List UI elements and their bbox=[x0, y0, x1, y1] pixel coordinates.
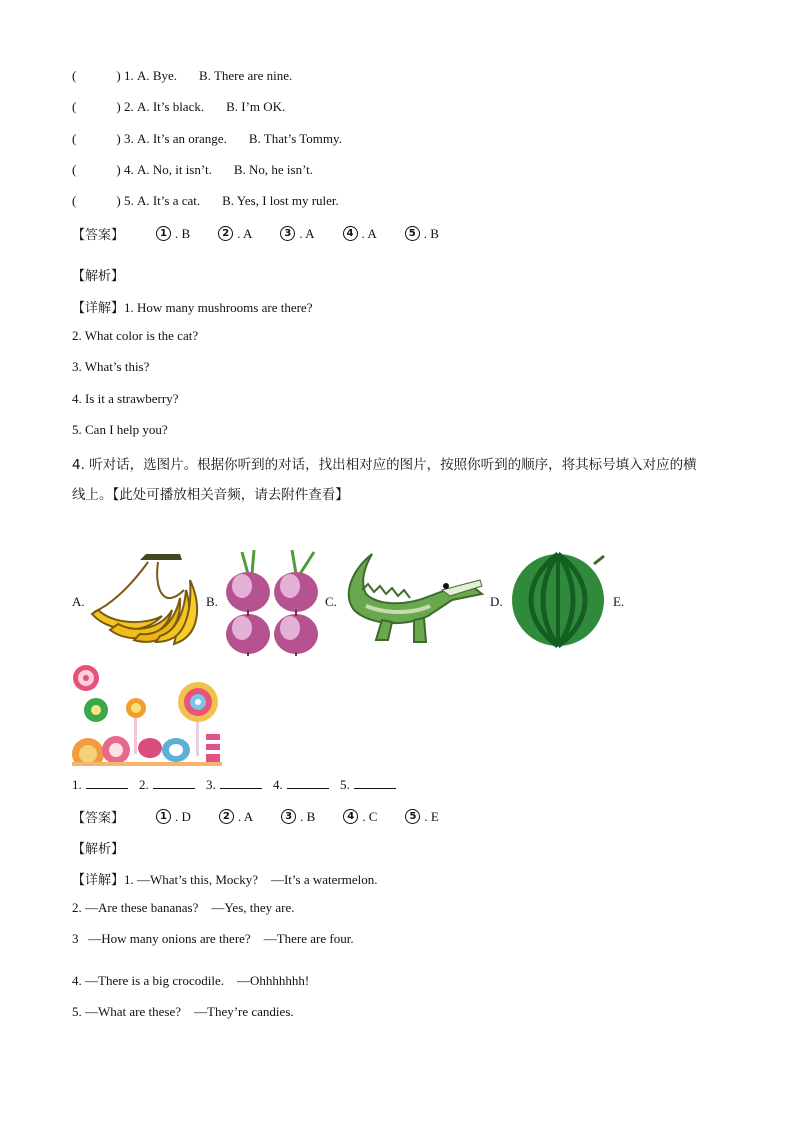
answer-blank[interactable] bbox=[220, 776, 262, 789]
question-number: 4. bbox=[123, 162, 134, 177]
detail-line: 4. —There is a big crocodile. —Ohhhhhhh! bbox=[72, 973, 310, 988]
answer-item: 3 . B bbox=[281, 809, 315, 825]
option-a: A. It’s black. bbox=[136, 99, 205, 114]
answer-tag: 【答案】 bbox=[72, 811, 125, 826]
detail-line: 3. What’s this? bbox=[72, 359, 150, 374]
picture-label-a: A. bbox=[72, 594, 85, 609]
detail-line: 2. What color is the cat? bbox=[72, 328, 199, 343]
answer-row bbox=[72, 224, 467, 243]
analysis-tag: 【解析】 bbox=[72, 842, 125, 857]
answer-row bbox=[72, 807, 467, 826]
picture-label-e: E. bbox=[613, 594, 625, 609]
answer-item: 5 . E bbox=[405, 809, 438, 825]
onions-picture bbox=[222, 546, 322, 658]
answer-tag: 【答案】 bbox=[72, 228, 125, 243]
picture-label-b: B. bbox=[206, 594, 218, 609]
question-row: ( ) 5. A. It’s a cat. B. Yes, I lost my ruler. bbox=[72, 193, 339, 208]
answer-blank[interactable] bbox=[354, 776, 396, 789]
answer-item: 4 . C bbox=[343, 809, 377, 825]
question-number: 3. bbox=[123, 131, 134, 146]
answer-blank[interactable] bbox=[287, 776, 329, 789]
analysis-tag: 【解析】 bbox=[72, 269, 125, 284]
question-number: 5. bbox=[123, 193, 134, 208]
answer-blank-paren[interactable]: ( bbox=[72, 162, 77, 177]
detail-line: 【详解】1. —What’s this, Mocky? —It’s a watermelon. bbox=[72, 872, 378, 888]
option-b: B. I’m OK. bbox=[226, 99, 286, 114]
blanks-row: 1. 2. 3. 4. 5. bbox=[72, 776, 404, 793]
answer-blank-paren[interactable]: ( bbox=[72, 193, 77, 208]
answer-item: 1 . D bbox=[156, 809, 191, 825]
detail-line: 5. —What are these? —They’re candies. bbox=[72, 1004, 294, 1019]
question-row: ( ) 2. A. It’s black. B. I’m OK. bbox=[72, 99, 286, 114]
answer-blank-paren[interactable]: ( bbox=[72, 131, 77, 146]
question-row: ( ) 3. A. It’s an orange. B. That’s Tommy. bbox=[72, 131, 342, 146]
question-row: ( ) 4. A. No, it isn’t. B. No, he isn’t. bbox=[72, 162, 314, 177]
bananas-picture bbox=[88, 550, 204, 650]
option-b: B. That’s Tommy. bbox=[248, 131, 342, 146]
answer-blank[interactable] bbox=[86, 776, 128, 789]
question-row: ( ) 1. A. Bye. B. There are nine. bbox=[72, 68, 293, 83]
option-a: A. It’s a cat. bbox=[136, 193, 201, 208]
option-b: B. There are nine. bbox=[199, 68, 293, 83]
detail-line: 【详解】1. How many mushrooms are there? bbox=[72, 300, 313, 316]
detail-line: 3 —How many onions are there? —There are four. bbox=[72, 931, 354, 946]
question-number: 1. bbox=[123, 68, 134, 83]
detail-line: 2. —Are these bananas? —Yes, they are. bbox=[72, 900, 295, 915]
answer-blank[interactable] bbox=[153, 776, 195, 789]
candies-picture bbox=[72, 664, 222, 766]
answer-item: 2 . A bbox=[218, 226, 252, 242]
option-b: B. No, he isn’t. bbox=[233, 162, 314, 177]
option-a: A. It’s an orange. bbox=[136, 131, 227, 146]
answer-item: 4 . A bbox=[343, 226, 377, 242]
answer-item: 5 . B bbox=[405, 226, 439, 242]
instruction-line: 线上。【此处可播放相关音频，请去附件查看】 bbox=[72, 487, 349, 503]
answer-blank-paren[interactable]: ( bbox=[72, 68, 77, 83]
detail-line: 4. Is it a strawberry? bbox=[72, 391, 179, 406]
detail-line: 5. Can I help you? bbox=[72, 422, 168, 437]
picture-label-d: D. bbox=[490, 594, 503, 609]
answer-item: 2 . A bbox=[219, 809, 253, 825]
answer-item: 1 . B bbox=[156, 226, 190, 242]
answer-blank-paren[interactable]: ( bbox=[72, 99, 77, 114]
picture-label-c: C. bbox=[325, 594, 337, 609]
option-a: A. No, it isn’t. bbox=[136, 162, 212, 177]
answer-item: 3 . A bbox=[280, 226, 314, 242]
option-a: A. Bye. bbox=[136, 68, 178, 83]
question-number: 2. bbox=[123, 99, 134, 114]
option-b: B. Yes, I lost my ruler. bbox=[222, 193, 339, 208]
instruction-line: 4. 听对话，选图片。根据你听到的对话，找出相对应的图片，按照你听到的顺序，将其标号填入对应的横 bbox=[72, 457, 697, 473]
watermelon-picture bbox=[508, 552, 608, 648]
crocodile-picture bbox=[342, 550, 486, 648]
